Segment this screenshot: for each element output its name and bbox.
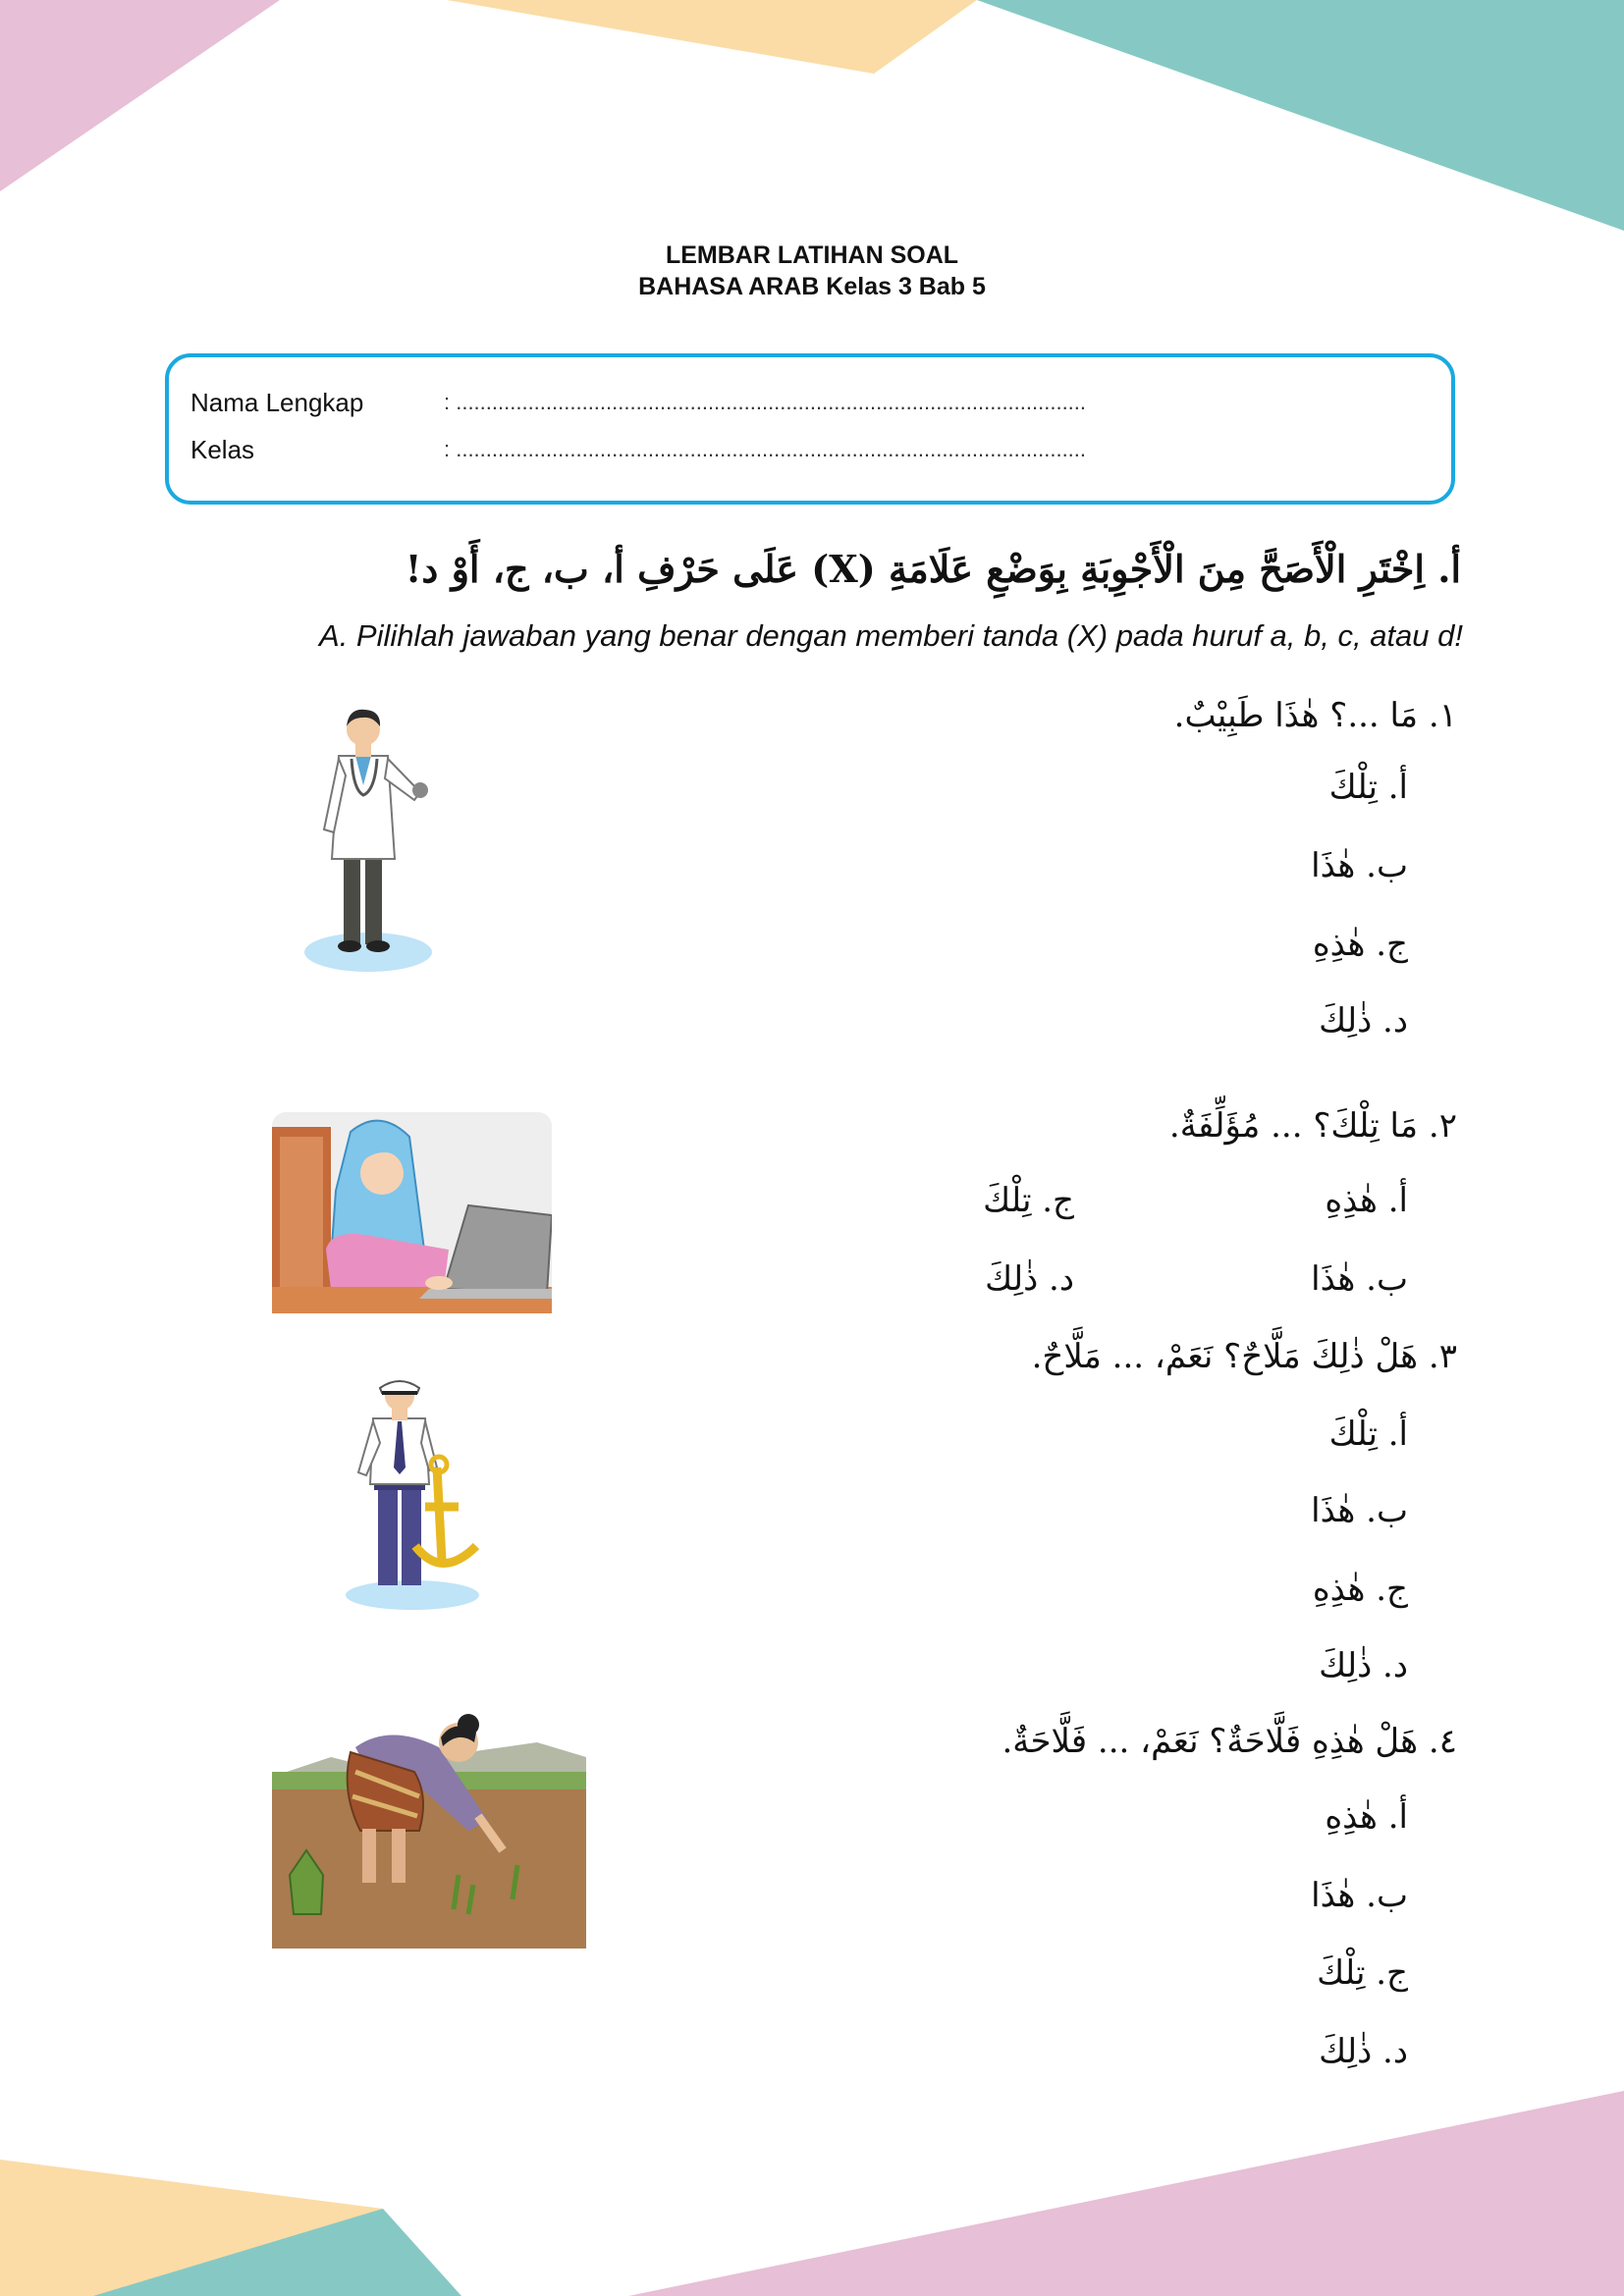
- question-3-option-a[interactable]: أ. تِلْكَ: [1328, 1415, 1408, 1454]
- class-label: Kelas: [190, 435, 255, 464]
- question-2-option-a[interactable]: أ. هٰذِهِ: [1325, 1181, 1408, 1220]
- question-3-option-c[interactable]: ج. هٰذِهِ: [1312, 1570, 1408, 1609]
- question-4-option-d[interactable]: د. ذٰلِكَ: [1319, 2032, 1408, 2071]
- question-1-option-c[interactable]: ج. هٰذِهِ: [1312, 925, 1408, 964]
- doctor-illustration: [295, 702, 442, 982]
- question-4-option-c[interactable]: ج. تِلْكَ: [1317, 1953, 1408, 1993]
- student-info-box: [165, 353, 1455, 505]
- worksheet-title: LEMBAR LATIHAN SOAL: [665, 241, 959, 269]
- question-2-text: ٢. مَا تِلْكَ؟ ... مُؤَلِّفَةٌ.: [1168, 1106, 1457, 1146]
- question-2-option-d[interactable]: د. ذٰلِكَ: [985, 1259, 1074, 1299]
- instruction-arabic: أ. اِخْتَرِ الْأَصَحَّ مِنَ الْأَجْوِبَةِ بِوَضْعِ عَلَامَةِ (X) عَلَى حَرْفِ أ، ب، ج، أَوْ د!: [405, 547, 1461, 591]
- question-1-option-a[interactable]: أ. تِلْكَ: [1328, 768, 1408, 807]
- farmer-illustration: [272, 1703, 586, 1949]
- question-4-text: ٤. هَلْ هٰذِهِ فَلَّاحَةٌ؟ نَعَمْ، ... فَلَّاحَةٌ.: [1001, 1722, 1457, 1761]
- question-1-option-b[interactable]: ب. هٰذَا: [1311, 846, 1408, 885]
- name-label: Nama Lengkap: [190, 388, 364, 417]
- question-2-option-c[interactable]: ج. تِلْكَ: [983, 1181, 1074, 1220]
- instruction-indonesian: A. Pilihlah jawaban yang benar dengan memberi tanda (X) pada huruf a, b, c, atau d!: [319, 618, 1463, 653]
- question-4-option-a[interactable]: أ. هٰذِهِ: [1325, 1797, 1408, 1837]
- question-3-text: ٣. هَلْ ذٰلِكَ مَلَّاحٌ؟ نَعَمْ، ... مَلَّاحٌ.: [1031, 1337, 1457, 1376]
- class-blank[interactable]: : .........................................................................................................: [444, 437, 1087, 461]
- question-4-option-b[interactable]: ب. هٰذَا: [1311, 1876, 1408, 1915]
- worksheet-subtitle: BAHASA ARAB Kelas 3 Bab 5: [638, 273, 986, 300]
- question-3-option-d[interactable]: د. ذٰلِكَ: [1319, 1646, 1408, 1685]
- question-2-option-b[interactable]: ب. هٰذَا: [1311, 1259, 1408, 1299]
- sailor-illustration: [339, 1374, 496, 1615]
- name-blank[interactable]: : .........................................................................................................: [444, 390, 1087, 414]
- writer-illustration: [272, 1112, 552, 1313]
- question-1-text: ١. مَا ...؟ هٰذَا طَبِيْبٌ.: [1173, 696, 1457, 735]
- question-3-option-b[interactable]: ب. هٰذَا: [1311, 1491, 1408, 1530]
- question-1-option-d[interactable]: د. ذٰلِكَ: [1319, 1001, 1408, 1041]
